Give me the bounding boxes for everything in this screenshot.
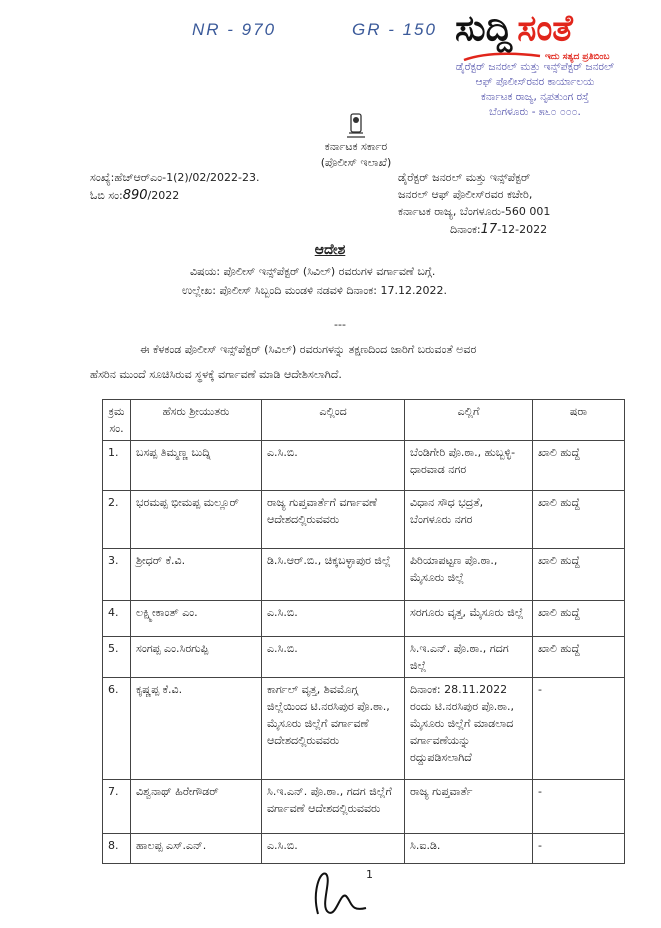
table-row (103, 491, 625, 549)
suddi-sante-logo (455, 8, 573, 50)
cell-to: ಸರಗೂರು ವೃತ್ತ, ಮೈಸೂರು ಜಿಲ್ಲೆ (405, 601, 533, 637)
header-serial: ಕ್ರಮ ಸಂ. (103, 400, 131, 441)
office-line-1: ಡೈರೆಕ್ಟರ್ ಜನರಲ್ ಮತ್ತು ಇನ್ಸ್‌ಪೆಕ್ಟರ್ (398, 171, 531, 184)
order-reference: ಉಲ್ಲೇಖ: ಪೊಲೀಸ್ ಸಿಬ್ಬಂದಿ ಮಂಡಳಿ ನಡವಳಿ ದಿನಾಂಕ: 17.12.2022. (182, 284, 447, 297)
date-label: ದಿನಾಂಕ: (450, 223, 481, 236)
cell-to: ಬೆಂಡಿಗೇರಿ ಪೊ.ಠಾ., ಹುಬ್ಬಳ್ಳಿ-ಧಾರವಾಡ ನಗರ (405, 441, 533, 491)
cell-to: ವಿಧಾನ ಸೌಧ ಭದ್ರತೆ, ಬೆಂಗಳೂರು ನಗರ (405, 491, 533, 549)
officer-signature (306, 862, 386, 922)
cell-remarks: ಖಾಲಿ ಹುದ್ದೆ (533, 441, 625, 491)
karnataka-emblem-icon (344, 111, 368, 139)
page-mark: 1 (366, 868, 373, 881)
cell-name: ಲಕ್ಷ್ಮೀಕಾಂತ್ ಎಂ. (131, 601, 262, 637)
cell-serial: 7. (103, 780, 131, 834)
office-date (450, 222, 547, 237)
stamp-line-3: ಕರ್ನಾಟಕ ರಾಜ್ಯ, ನೃಪತುಂಗ ರಸ್ತೆ (481, 91, 589, 103)
cell-serial: 1. (103, 441, 131, 491)
logo-word-sante: ಸಂತೆ (517, 8, 573, 49)
govt-title: ಕರ್ನಾಟಕ ಸರ್ಕಾರ (324, 140, 388, 153)
cell-name: ಸಂಗಪ್ಪ ಎಂ.ಸಿರಗುಪ್ಪಿ (131, 637, 262, 678)
cell-name: ಕೃಷ್ಣಪ್ಪ ಕೆ.ವಿ. (131, 678, 262, 780)
cell-from: ಎ.ಸಿ.ಬಿ. (262, 834, 405, 864)
cell-name: ವಿಶ್ವನಾಥ್ ಹಿರೇಗೌಡರ್ (131, 780, 262, 834)
cell-to: ಪಿರಿಯಾಪಟ್ಟಣ ಪೊ.ಠಾ., ಮೈಸೂರು ಜಿಲ್ಲೆ (405, 549, 533, 601)
handwritten-gr-note: GR - 150 (352, 20, 437, 39)
office-line-2: ಜನರಲ್ ಆಫ್ ಪೊಲೀಸ್‌ರವರ ಕಚೇರಿ, (398, 188, 533, 201)
cell-remarks: ಖಾಲಿ ಹುದ್ದೆ (533, 549, 625, 601)
cell-from: ಎ.ಸಿ.ಬಿ. (262, 601, 405, 637)
cell-name: ಹಾಲಪ್ಪ ಎಸ್.ಎನ್. (131, 834, 262, 864)
logo-word-suddi: ಸುದ್ದಿ (455, 8, 513, 49)
table-row (103, 441, 625, 491)
logo-tagline: ಇದು ಸತ್ಯದ ಪ್ರತಿಬಿಂಬ (545, 52, 610, 62)
table-row (103, 834, 625, 864)
table-row (103, 637, 625, 678)
cell-serial: 2. (103, 491, 131, 549)
cell-serial: 8. (103, 834, 131, 864)
dept-title: (ಪೊಲೀಸ್ ಇಲಾಖೆ) (320, 156, 392, 169)
cell-remarks: ಖಾಲಿ ಹುದ್ದೆ (533, 491, 625, 549)
header-from: ಎಲ್ಲಿಂದ (262, 400, 405, 441)
cell-name: ಶ್ರೀಧರ್ ಕೆ.ವಿ. (131, 549, 262, 601)
cell-to: ರಾಜ್ಯ ಗುಪ್ತವಾರ್ತೆ (405, 780, 533, 834)
cell-remarks: - (533, 834, 625, 864)
date-handwritten-day: 17 (480, 222, 498, 237)
cell-name: ಭರಮಪ್ಪ ಭೀಮಪ್ಪ ಮಲ್ಲೂರ್ (131, 491, 262, 549)
stamp-line-2: ಆಫ್ ಪೊಲೀಸ್‌ರವರ ಕಾರ್ಯಾಲಯ (475, 76, 595, 88)
cell-from: ಸಿ.ಇ.ಎನ್. ಪೊ.ಠಾ., ಗದಗ ಜಿಲ್ಲೆಗೆ ವರ್ಗಾವಣೆ ಆದೇಶದಲ್ಲಿರುವವರು (262, 780, 405, 834)
cell-serial: 3. (103, 549, 131, 601)
cell-remarks: - (533, 780, 625, 834)
handwritten-nr-note: NR - 970 (192, 20, 277, 39)
date-rest: -12-2022 (497, 223, 548, 236)
cell-from: ಕಾರ್ಗಲ್ ವೃತ್ತ, ಶಿವಮೊಗ್ಗ ಜಿಲ್ಲೆಯಿಂದ ಟಿ.ನರಸಿಪುರ ಪೊ.ಠಾ., ಮೈಸೂರು ಜಿಲ್ಲೆಗೆ ವರ್ಗಾವಣೆ ಆದೇಶದಲ್ಲಿರುವವರು (262, 678, 405, 780)
table-row (103, 780, 625, 834)
cell-from: ರಾಜ್ಯ ಗುಪ್ತವಾರ್ತೆಗೆ ವರ್ಗಾವಣೆ ಆದೇಶದಲ್ಲಿರುವವರು (262, 491, 405, 549)
order-subject: ವಿಷಯ: ಪೊಲೀಸ್ ಇನ್ಸ್‌ಪೆಕ್ಟರ್ (ಸಿವಿಲ್) ರವರುಗಳ ವರ್ಗಾವಣೆ ಬಗ್ಗೆ. (190, 265, 436, 278)
cell-to: ಸಿ.ಇ.ಎನ್. ಪೊ.ಠಾ., ಗದಗ ಜಿಲ್ಲೆ (405, 637, 533, 678)
ob-label: ಓಬಿ ಸಂ: (90, 189, 123, 202)
cell-serial: 6. (103, 678, 131, 780)
cell-to: ದಿನಾಂಕ: 28.11.2022 ರಂದು ಟಿ.ನರಸಿಪುರ ಪೊ.ಠಾ., ಮೈಸೂರು ಜಿಲ್ಲೆಗೆ ಮಾಡಲಾದ ವರ್ಗಾವಣೆಯನ್ನು ರದ್ದುಪಡಿಸಲಾಗಿದೆ (405, 678, 533, 780)
cell-from: ಎ.ಸಿ.ಬಿ. (262, 637, 405, 678)
office-line-3: ಕರ್ನಾಟಕ ರಾಜ್ಯ, ಬೆಂಗಳೂರು-560 001 (398, 205, 551, 218)
cell-remarks: - (533, 678, 625, 780)
table-row (103, 549, 625, 601)
table-row (103, 601, 625, 637)
ref-number: ಸಂಖ್ಯೆ:ಹೆಚ್‌ಆರ್‌ಎಂ-1(2)/02/2022-23. (90, 171, 260, 184)
header-remarks: ಷರಾ (533, 400, 625, 441)
transfer-table-wrapper (102, 399, 625, 864)
ob-number (90, 188, 179, 203)
cell-from: ಡಿ.ಸಿ.ಆರ್.ಬಿ., ಚಿಕ್ಕಬಳ್ಳಾಪುರ ಜಿಲ್ಲೆ (262, 549, 405, 601)
cell-name: ಬಸಪ್ಪ ತಿಮ್ಮಣ್ಣ ಬುದ್ನಿ (131, 441, 262, 491)
cell-from: ಎ.ಸಿ.ಬಿ. (262, 441, 405, 491)
office-stamp (420, 60, 650, 120)
order-title: ಆದೇಶ (314, 242, 346, 258)
cell-serial: 5. (103, 637, 131, 678)
order-body-line-1: ಈ ಕೆಳಕಂಡ ಪೊಲೀಸ್ ಇನ್ಸ್‌ಪೆಕ್ಟರ್ (ಸಿವಿಲ್) ರವರುಗಳನ್ನು ತಕ್ಷಣದಿಂದ ಜಾರಿಗೆ ಬರುವಂತೆ ಅವರ (140, 343, 477, 356)
header-name: ಹೆಸರು ಶ್ರೀಯುತರು (131, 400, 262, 441)
ob-handwritten-number: 890 (122, 188, 148, 203)
header-to: ಎಲ್ಲಿಗೆ (405, 400, 533, 441)
cell-serial: 4. (103, 601, 131, 637)
table-header-row (103, 400, 625, 441)
ob-year: /2022 (147, 189, 180, 202)
table-row (103, 678, 625, 780)
cell-remarks: ಖಾಲಿ ಹುದ್ದೆ (533, 601, 625, 637)
order-divider: --- (334, 318, 346, 331)
stamp-line-4: ಬೆಂಗಳೂರು - ೫೬೦ ೦೦೦. (489, 106, 581, 118)
transfer-table (102, 399, 625, 864)
order-body-line-2: ಹೆಸರಿನ ಮುಂದೆ ಸೂಚಿಸಿರುವ ಸ್ಥಳಕ್ಕೆ ವರ್ಗಾವಣೆ ಮಾಡಿ ಆದೇಶಿಸಲಾಗಿದೆ. (90, 368, 342, 381)
cell-to: ಸಿ.ಐ.ಡಿ. (405, 834, 533, 864)
stamp-line-1: ಡೈರೆಕ್ಟರ್ ಜನರಲ್ ಮತ್ತು ಇನ್ಸ್‌ಪೆಕ್ಟರ್ ಜನರಲ್ (455, 61, 615, 73)
cell-remarks: ಖಾಲಿ ಹುದ್ದೆ (533, 637, 625, 678)
